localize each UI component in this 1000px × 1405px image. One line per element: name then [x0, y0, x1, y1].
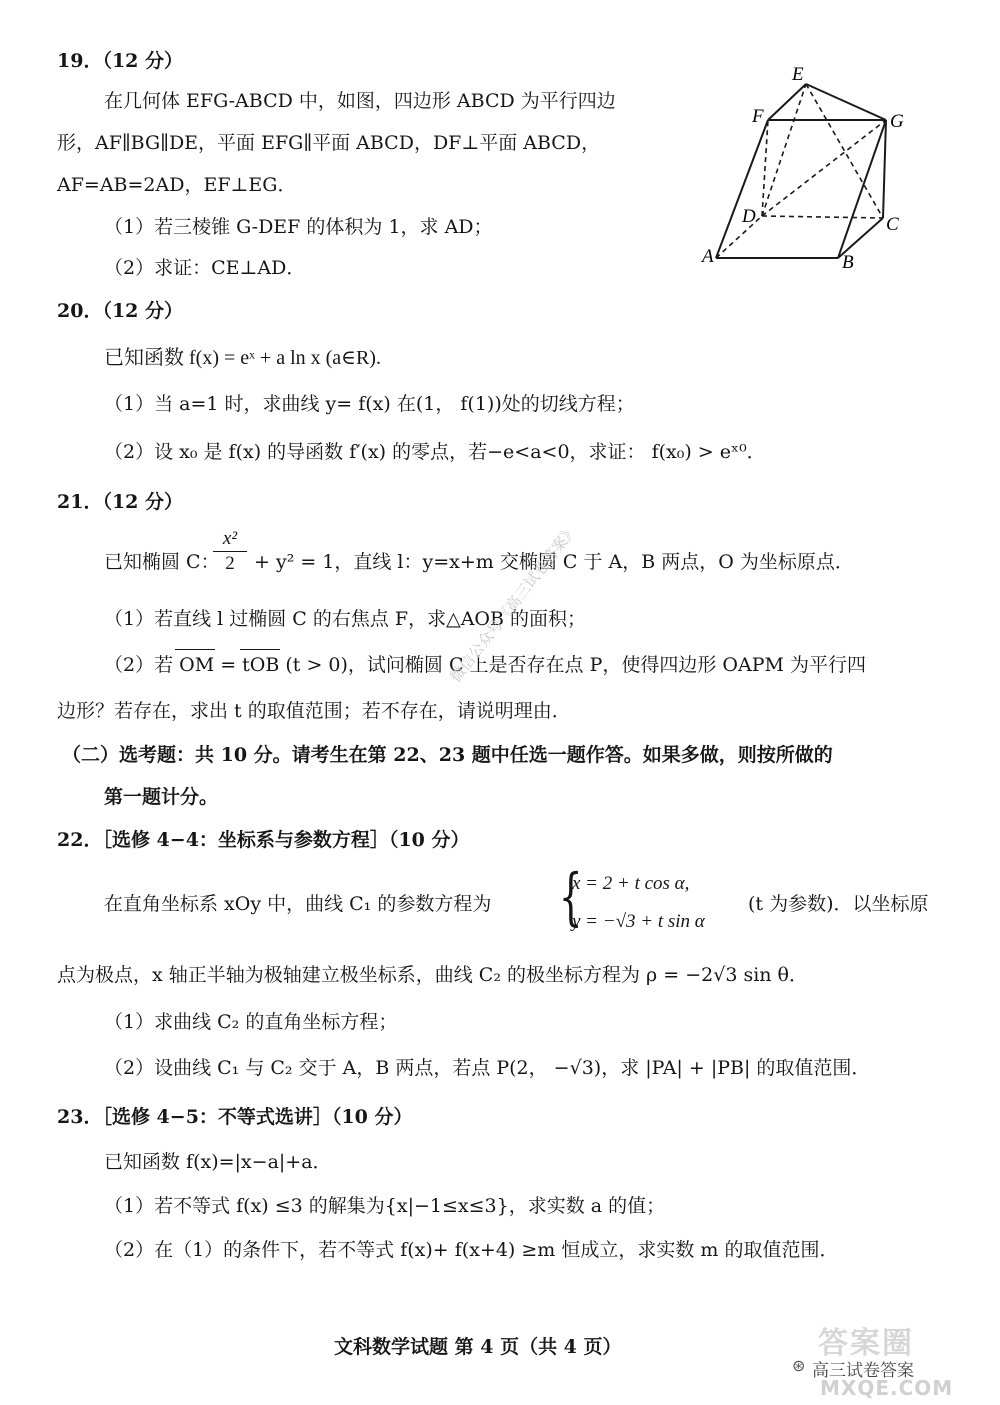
q22-eq1: x = 2 + t cos α,: [572, 873, 690, 894]
fraction-denominator: 2: [225, 553, 235, 574]
q22-text-line2: 点为极点，x 轴正半轴为极轴建立极坐标系，曲线 C₂ 的极坐标方程为 ρ = −2√3 sin θ．: [57, 964, 808, 986]
label-E: E: [792, 64, 804, 85]
q21-text-b: + y² = 1，直线 l：y=x+m 交椭圆 C 于 A，B 两点，O 为坐标原点．: [254, 551, 854, 573]
q21-part2: （2）若 OM = tOB (t > 0)，试问椭圆 C 上是否存在点 P，使得四边形 OAPM 为平行四: [104, 654, 866, 676]
wechat-account-name: 高三试卷答案: [812, 1361, 914, 1381]
edge-DC: [762, 216, 883, 218]
label-D: D: [742, 206, 756, 227]
q20-part2: （2）设 x₀ 是 f(x) 的导函数 f′(x) 的零点，若−e<a<0，求证： f(x₀) > eˣ⁰．: [104, 441, 766, 463]
logo-text: 答案圈: [818, 1326, 914, 1361]
q22-text-b: (t 为参数)．以坐标原: [748, 893, 929, 915]
label-F: F: [752, 106, 764, 127]
q21-part2-cont: 边形？若存在，求出 t 的取值范围；若不存在，请说明理由．: [57, 700, 571, 722]
q19-heading: 19．（12 分）: [57, 50, 183, 72]
label-G: G: [890, 111, 904, 132]
q22-part2: （2）设曲线 C₁ 与 C₂ 交于 A，B 两点，若点 P(2， −√3)，求 |PA| + |PB| 的取值范围．: [104, 1057, 871, 1079]
q20-part1: （1）当 a=1 时，求曲线 y= f(x) 在(1， f(1))处的切线方程；: [104, 393, 635, 415]
q23-heading: 23．［选修 4−5：不等式选讲］（10 分）: [57, 1106, 413, 1128]
wechat-icon: ⊛: [792, 1356, 806, 1375]
site-text: MXQE.COM: [820, 1376, 954, 1400]
edge-EC: [806, 84, 883, 218]
diagonal-watermark: 微信公众号《高三试卷答案》: [446, 521, 581, 686]
q19-part1: （1）若三棱锥 G-DEF 的体积为 1，求 AD；: [104, 216, 493, 238]
edge-AF: [716, 120, 768, 258]
q22-eq2: y = −√3 + t sin α: [572, 911, 705, 932]
q19-text-line2: 形，AF∥BG∥DE，平面 EFG∥平面 ABCD，DF⊥平面 ABCD，: [57, 132, 601, 154]
q19-text-line1: 在几何体 EFG-ABCD 中，如图，四边形 ABCD 为平行四边: [104, 90, 616, 112]
q19-text-line3: AF=AB=2AD，EF⊥EG．: [57, 174, 297, 196]
q19-geometry-figure: [690, 62, 930, 272]
q19-part2: （2）求证：CE⊥AD．: [104, 257, 306, 279]
page-footer: 文科数学试题 第 4 页（共 4 页）: [334, 1336, 622, 1358]
label-B: B: [842, 252, 854, 272]
q23-text: 已知函数 f(x)=|x−a|+a．: [104, 1151, 332, 1173]
q22-heading: 22．［选修 4−4：坐标系与参数方程］（10 分）: [57, 829, 470, 851]
vector-bar-OB: [240, 649, 280, 650]
q21-heading: 21．（12 分）: [57, 491, 183, 513]
q21-text-a: 已知椭圆 C：: [104, 551, 220, 573]
edge-EG: [806, 84, 886, 120]
section2-line2: 第一题计分。: [104, 786, 219, 808]
label-C: C: [886, 214, 899, 235]
edge-DG: [762, 120, 886, 216]
left-brace: {: [558, 860, 583, 933]
label-A: A: [702, 246, 714, 267]
q21-fraction: [213, 528, 247, 575]
q22-text-a: 在直角坐标系 xOy 中，曲线 C₁ 的参数方程为: [104, 893, 492, 915]
q21-part1: （1）若直线 l 过椭圆 C 的右焦点 F，求△AOB 的面积；: [104, 608, 586, 630]
vector-bar-OM: [175, 649, 215, 650]
q20-heading: 20．（12 分）: [57, 300, 183, 322]
fraction-numerator: x²: [222, 528, 238, 549]
edge-GC: [883, 120, 886, 218]
q20-text: 已知函数 f(x) = eˣ + a ln x (a∈R).: [104, 347, 381, 369]
section2-line1: （二）选考题：共 10 分。请考生在第 22、23 题中任选一题作答。如果多做，则按所做的: [62, 744, 833, 766]
watermark-logo: [792, 1318, 982, 1400]
q23-part1: （1）若不等式 f(x) ≤3 的解集为{x|−1≤x≤3}，求实数 a 的值；: [104, 1195, 666, 1217]
q22-part1: （1）求曲线 C₂ 的直角坐标方程；: [104, 1011, 398, 1033]
q23-part2: （2）在（1）的条件下，若不等式 f(x)+ f(x+4) ≥m 恒成立，求实数 m 的取值范围．: [104, 1239, 839, 1261]
